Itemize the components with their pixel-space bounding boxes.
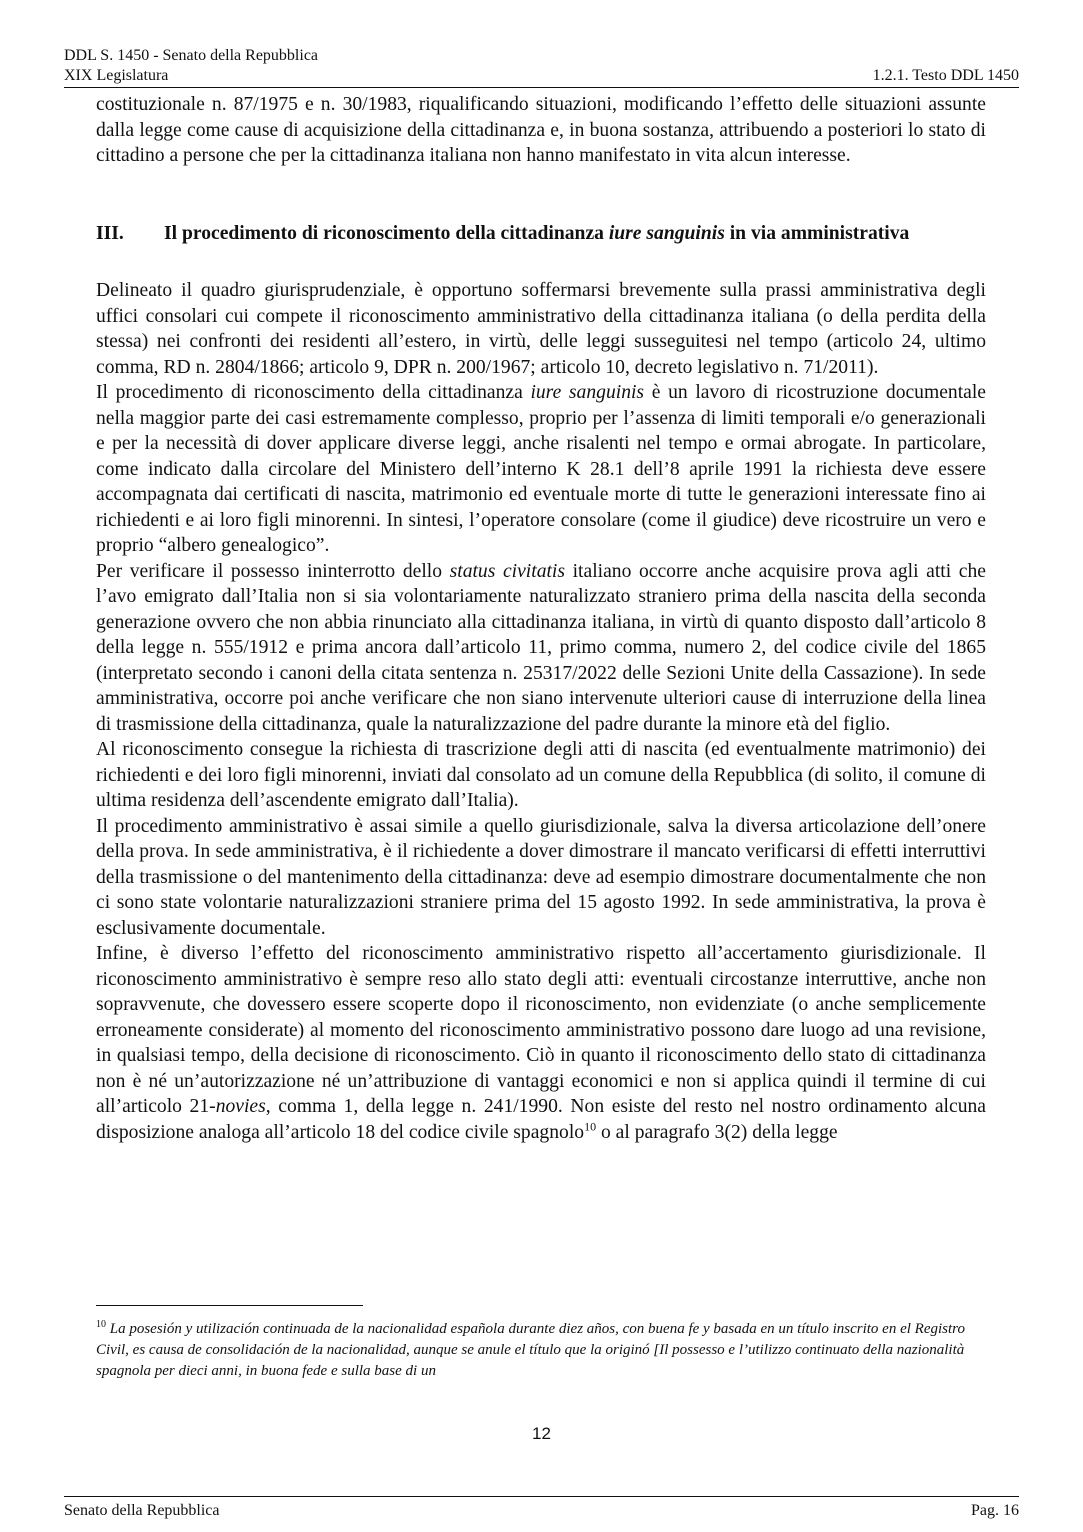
page-header bbox=[64, 46, 1019, 88]
paragraph: Delineato il quadro giurisprudenziale, è opportuno soffermarsi brevemente sulla prassi amministrativa degli uffici consolari cui compete il riconoscimento amministrativo della cittadinanza italiana (o della perdita della stessa) nei confronti dei residenti all’estero, in virtù, delle leggi susseguitesi nel tempo (articolo 24, ultimo comma, RD n. 2804/1866; articolo 9, DPR n. 200/1967; articolo 10, decreto legislativo n. 71/2011). bbox=[96, 280, 986, 378]
section-number: III. bbox=[96, 222, 124, 244]
paragraph: Al riconoscimento consegue la richiesta di trascrizione degli atti di nascita (ed eventualmente matrimonio) dei richiedenti e dei loro figli minorenni, inviati dal consolato ad un comune della Repubblica (di solito, il comune di ultima residenza dell’ascendente emigrato dall’Italia). bbox=[96, 739, 986, 811]
paragraph: Per verificare il possesso ininterrotto dello status civitatis italiano occorre anche acquisire prova agli atti che l’avo emigrato dall’Italia non si sia volontariamente naturalizzato straniero prima della nascita della seconda generazione ovvero che non abbia rinunciato alla cittadinanza italiana, in virtù di quanto disposto dall’articolo 8 della legge n. 555/1912 e prima ancora dall’articolo 11, primo comma, numero 2, del codice civile del 1865 (interpretato secondo i canoni della citata sentenza n. 25317/2022 delle Sezioni Unite della Cassazione). In sede amministrativa, occorre poi anche verificare che non siano intervenute ulteriori cause di interruzione della linea di trasmissione della cittadinanza, quale la naturalizzazione del padre durante la minore età del figlio. bbox=[96, 560, 986, 735]
paragraph: Infine, è diverso l’effetto del riconoscimento amministrativo rispetto all’accertamento giurisdizionale. Il riconoscimento amministrativo è sempre reso allo stato degli atti: eventuali circostanze interruttive, anche non sopravvenute, che dovessero essere scoperte dopo il riconoscimento, non evidenziate (o anche semplicemente erroneamente considerate) al momento del riconoscimento amministrativo possono dare luogo ad una revisione, in qualsiasi tempo, della decisione di riconoscimento. Ciò in quanto il riconoscimento dello stato di cittadinanza non è né un’autorizzazione né un’attribuzione di vantaggi economici e non si applica quindi il termine di cui all’articolo 21-novies, comma 1, della legge n. 241/1990. Non esiste del resto nel nostro ordinamento alcuna disposizione analoga all’articolo 18 del codice civile spagnolo$^{10}$ o al paragrafo 3(2) della legge bbox=[96, 943, 986, 1143]
footnote-separator bbox=[96, 1305, 363, 1306]
footnote-number: 10 bbox=[96, 1319, 106, 1330]
footer-institution: Senato della Repubblica bbox=[64, 1502, 220, 1519]
page-number: 12 bbox=[532, 1424, 551, 1443]
header-section-ref: 1.2.1. Testo DDL 1450 bbox=[872, 67, 1019, 84]
page-footer bbox=[64, 1496, 1019, 1520]
footer-page: Pag. 16 bbox=[971, 1502, 1019, 1519]
paragraph-continuation: costituzionale n. 87/1975 e n. 30/1983, riqualificando situazioni, modificando l’effetto delle situazioni assunte dalla legge come cause di acquisizione della cittadinanza e, in buona sostanza, attribuendo a posteriori lo stato di cittadino a persone che per la cittadinanza italiana non hanno manifestato in vita alcun interesse. bbox=[96, 94, 986, 166]
main-text bbox=[96, 92, 986, 1145]
section-title: Il procedimento di riconoscimento della cittadinanza iure sanguinis in via amministrativa bbox=[164, 222, 910, 244]
paragraph: Il procedimento amministrativo è assai simile a quello giurisdizionale, salva la diversa articolazione dell’onere della prova. In sede amministrativa, è il richiedente a dover dimostrare il mancato verificarsi di effetti interruttivi della trasmissione o del mantenimento della cittadinanza: deve ad esempio dimostrare documentalmente che non ci sono state volontarie naturalizzazioni straniere prima del 15 agosto 1992. In sede amministrativa, la prova è esclusivamente documentale. bbox=[96, 815, 986, 939]
footnote-reference[interactable]: 10 bbox=[584, 1118, 597, 1133]
footnote-text: La posesión y utilización continuada de la nacionalidad española durante diez años, con buena fe y basada en un título inscrito en el Registro Civil, es causa de consolidación de la nacionalidad, aunque se anule el título que la originó [Il possesso e l’utilizzo continuato della nazionalità spagnola per dieci anni, in buona fede e sulla base di un bbox=[96, 1321, 965, 1379]
header-document-title: DDL S. 1450 - Senato della Repubblica bbox=[64, 47, 319, 64]
header-row bbox=[64, 66, 1019, 88]
paragraph: Il procedimento di riconoscimento della cittadinanza iure sanguinis è un lavoro di ricostruzione documentale nella maggior parte dei casi estremamente complesso, proprio per l’assenza di limiti temporali e/o generazionali e per la necessità di dover applicare diverse leggi, anche risalenti nel tempo e ormai abrogate. In particolare, come indicato dalla circolare del Ministero dell’interno K 28.1 dell’8 aprile 1991 la richiesta deve essere accompagnata dai certificati di nascita, matrimonio ed eventuale morte di tutte le generazioni interessate fino ai richiedenti e ai loro figli minorenni. In sintesi, l’operatore consolare (come il giudice) deve ricostruire un vero e proprio “albero genealogico”. bbox=[96, 382, 986, 556]
section-heading bbox=[96, 221, 986, 247]
footnote bbox=[96, 1319, 986, 1382]
header-legislature: XIX Legislatura bbox=[64, 67, 169, 84]
